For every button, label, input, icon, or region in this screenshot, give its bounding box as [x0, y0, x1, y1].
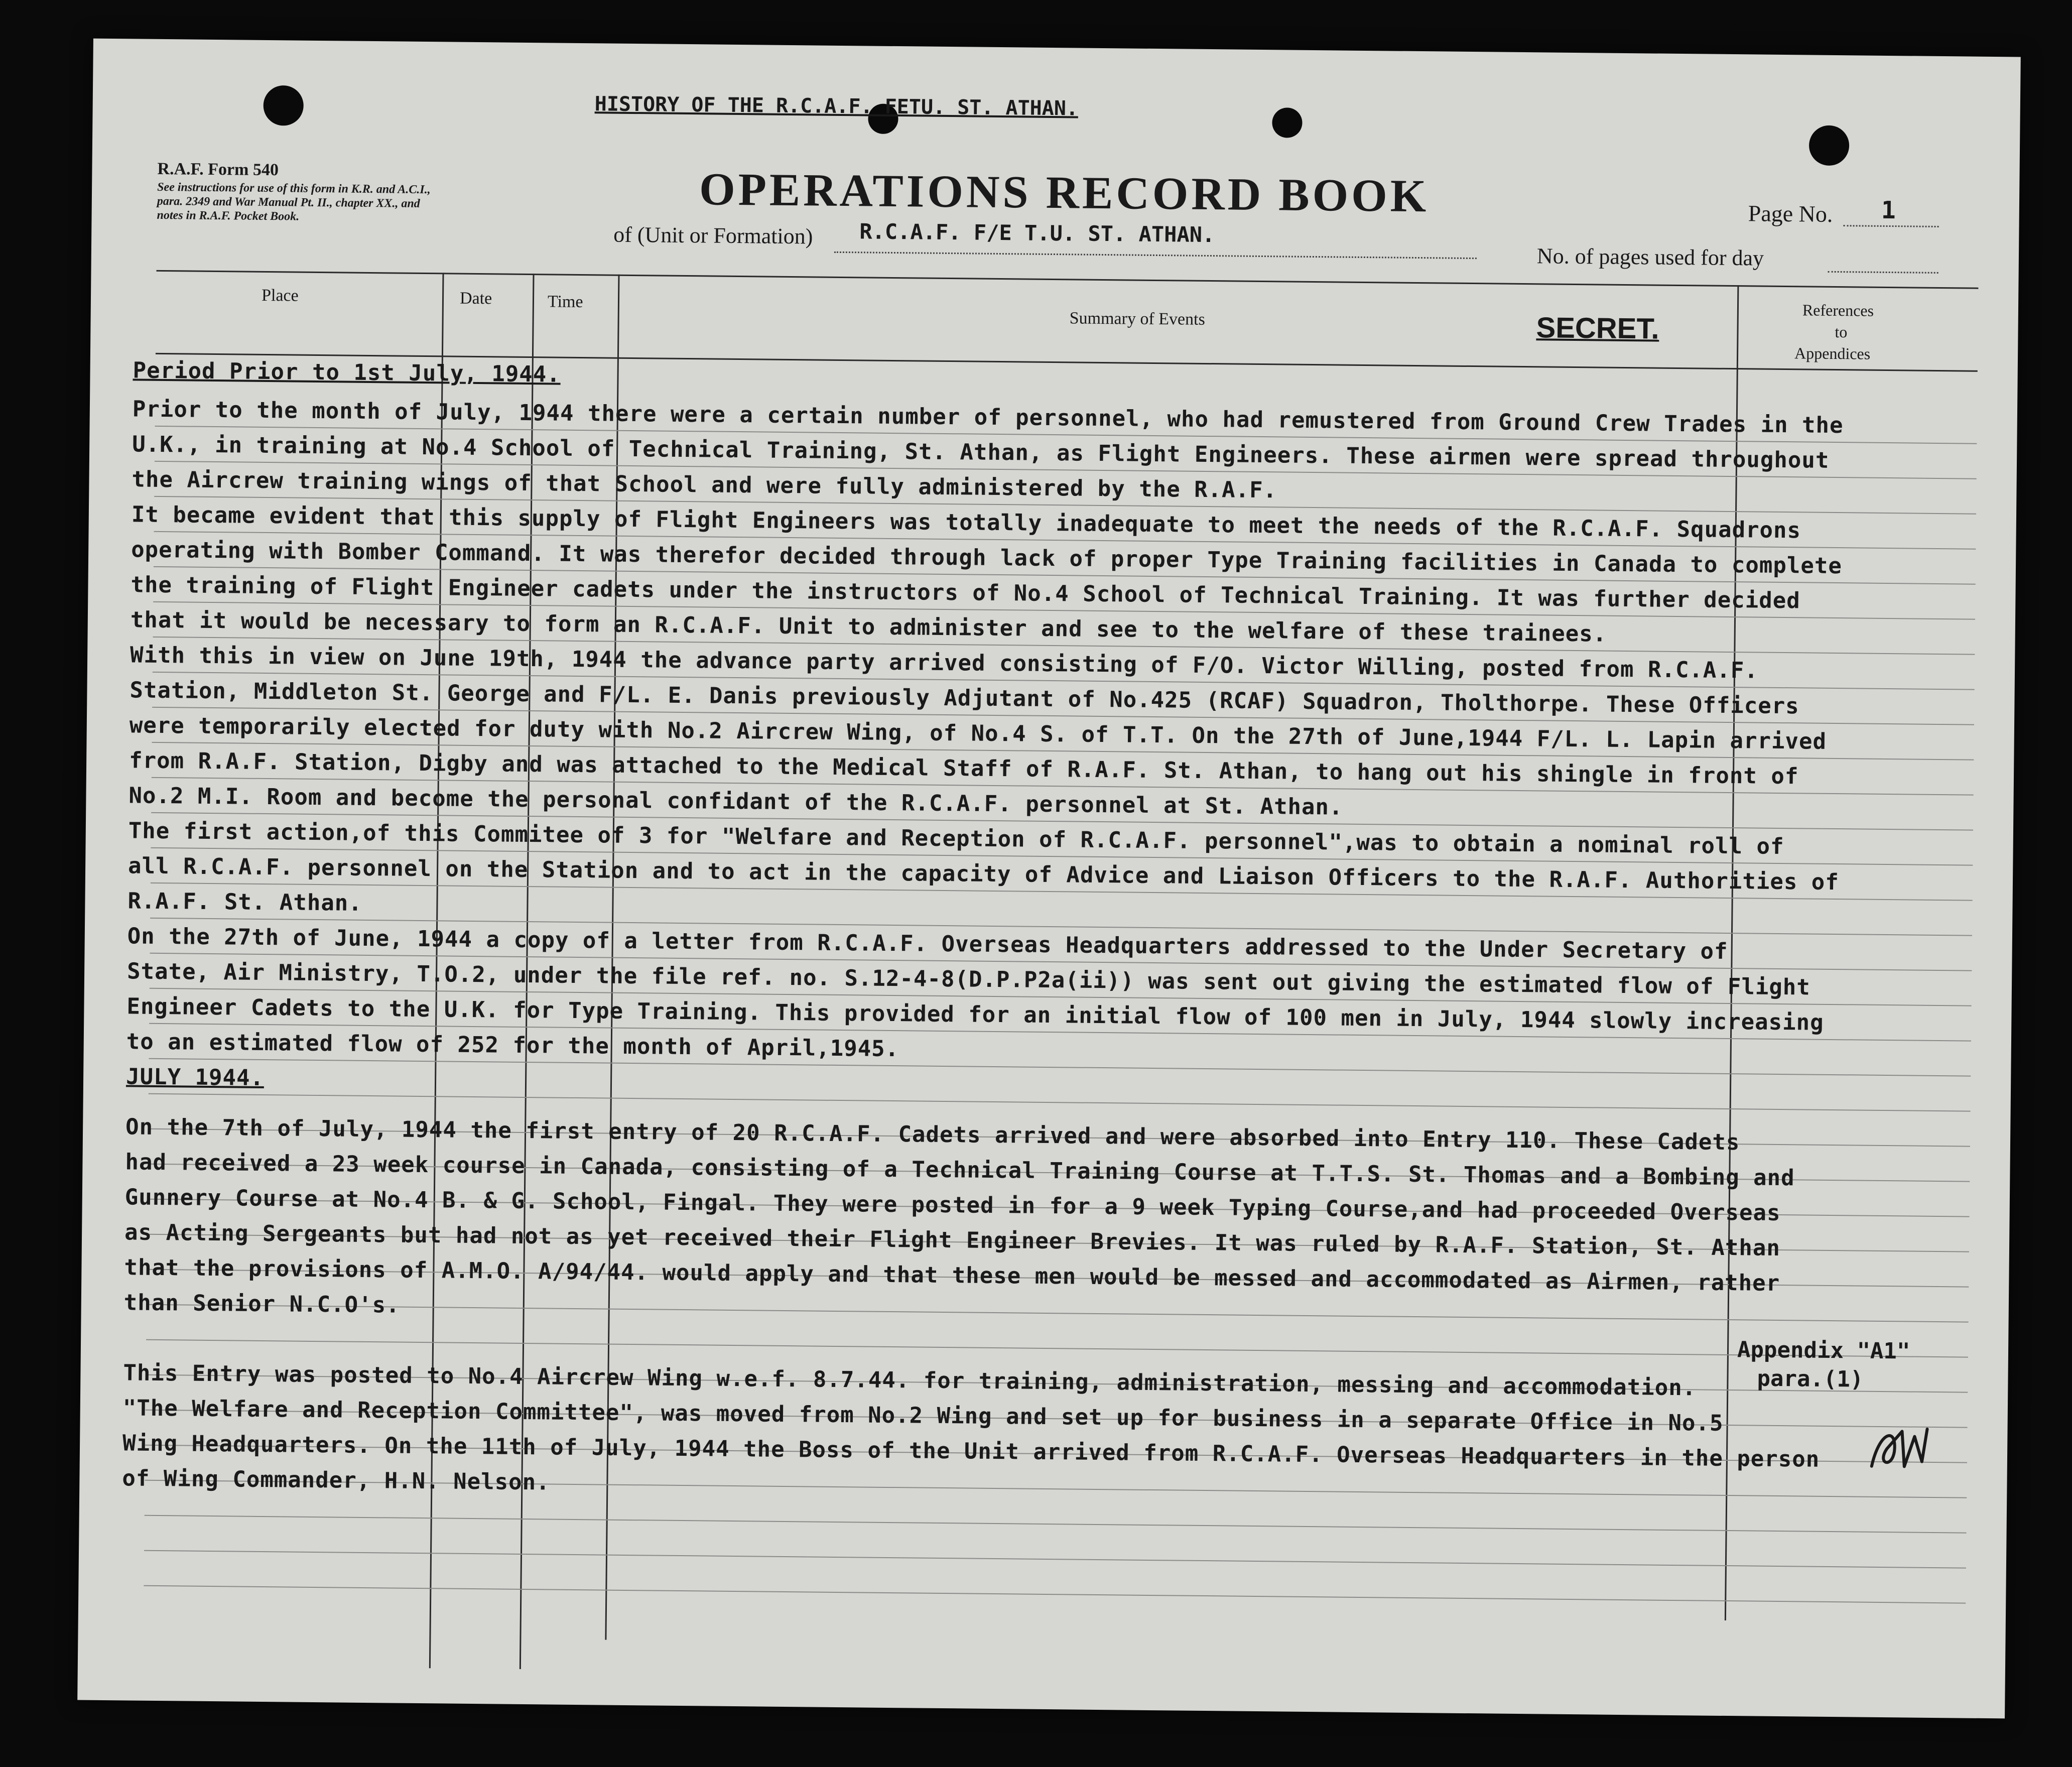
handwritten-initials — [1867, 1421, 1932, 1477]
entry-line: This Entry was posted to No.4 Aircrew Wing w.e.f. 8.7.44. for training, administration, messing and accommodation. — [123, 1360, 1697, 1401]
column-header-references-2: to — [1835, 322, 1848, 341]
column-header-references-1: References — [1802, 301, 1874, 320]
entry-line: State, Air Ministry, T.O.2, under the file ref. no. S.12-4-8(D.P.P2a(ii)) was sent out giving the estimated flow of Flight — [126, 958, 1811, 1000]
ruled-line — [147, 1304, 1969, 1323]
ruled-line — [144, 1550, 1966, 1569]
form-number: R.A.F. Form 540 — [157, 159, 279, 180]
appendix-reference: Appendix "A1" — [1737, 1337, 1910, 1364]
entry-line: that the provisions of A.M.O. A/94/44. would apply and that these men would be messed and accommodated as Airmen, rather — [124, 1254, 1780, 1297]
page-number-label: Page No. — [1748, 200, 1833, 227]
entry-line: the training of Flight Engineer cadets under the instructors of No.4 School of Technical Training. It was further decided — [131, 572, 1800, 614]
entry-line: It became evident that this supply of Flight Engineers was totally inadequate to meet the needs of the R.C.A.F. Squadrons — [131, 501, 1801, 544]
entry-line: operating with Bomber Command. It was therefor decided through lack of proper Type Training facilities in Canada to complete — [131, 537, 1843, 579]
ruled-line — [145, 1515, 1967, 1534]
table-top-rule — [157, 270, 1979, 289]
entry-line: as Acting Sergeants but had not as yet received their Flight Engineer Brevies. It was ruled by R.A.F. Station, St. Athan — [124, 1219, 1781, 1261]
ruled-line — [146, 1339, 1968, 1358]
page-number-value: 1 — [1881, 196, 1896, 225]
ruled-line — [149, 1093, 1971, 1112]
entry-line: to an estimated flow of 252 for the month of April,1945. — [126, 1029, 899, 1062]
section-heading: JULY 1944. — [125, 1064, 265, 1091]
punch-hole — [1272, 107, 1303, 138]
form-instructions-3: notes in R.A.F. Pocket Book. — [157, 208, 300, 223]
page-number-rule — [1844, 225, 1939, 227]
ruled-lines — [93, 39, 2021, 57]
entry-line: No.2 M.I. Room and become the personal confidant of the R.C.A.F. personnel at St. Athan. — [128, 783, 1343, 820]
entry-line: Gunnery Course at No.4 B. & G. School, Fingal. They were posted in for a 9 week Typing Course,and had proceeded Overseas — [124, 1184, 1781, 1226]
unit-label: of (Unit or Formation) — [613, 222, 813, 249]
record-page — [77, 39, 2021, 1719]
punch-hole — [263, 85, 304, 126]
unit-rule — [834, 251, 1477, 259]
entry-line: Wing Headquarters. On the 11th of July, 1944 the Boss of the Unit arrived from R.C.A.F. Overseas Headquarters in the person — [122, 1430, 1820, 1472]
entry-line: Engineer Cadets to the U.K. for Type Training. This provided for an initial flow of 100 men in July, 1944 slowly increasing — [126, 993, 1824, 1036]
pages-used-label: No. of pages used for day — [1536, 243, 1764, 271]
unit-value: R.C.A.F. F/E T.U. ST. ATHAN. — [859, 219, 1215, 247]
entry-line: On the 7th of July, 1944 the first entry of 20 R.C.A.F. Cadets arrived and were absorbed into Entry 110. These Cadets — [125, 1114, 1740, 1156]
entry-line: Station, Middleton St. George and F/L. E. Danis previously Adjutant of No.425 (RCAF) Squadron, Tholthorpe. These Officers — [130, 677, 1799, 719]
column-header-date: Date — [459, 289, 492, 308]
column-header-references-3: Appendices — [1794, 344, 1871, 363]
entry-line: of Wing Commander, H.N. Nelson. — [122, 1465, 550, 1495]
column-header-place: Place — [261, 286, 299, 305]
column-header-time: Time — [547, 292, 583, 312]
ruled-line — [144, 1585, 1966, 1604]
form-instructions-2: para. 2349 and War Manual Pt. II., chapter XX., and — [157, 194, 420, 210]
appendix-paragraph: para.(1) — [1757, 1365, 1864, 1393]
entry-line: The first action,of this Commitee of 3 for "Welfare and Reception of R.C.A.F. personnel",was to obtain a nominal roll of — [128, 818, 1784, 860]
history-title: HISTORY OF THE R.C.A.F. FETU. ST. ATHAN. — [594, 92, 1079, 120]
section-heading: Period Prior to 1st July, 1944. — [133, 357, 561, 388]
punch-hole — [1809, 125, 1850, 166]
entry-line: "The Welfare and Reception Committee", was moved from No.2 Wing and set up for business in a separate Office in No.5 — [122, 1395, 1724, 1436]
entry-line: With this in view on June 19th, 1944 the advance party arrived consisting of F/O. Victor Willing, posted from R.C.A.F. — [130, 642, 1759, 684]
form-instructions-1: See instructions for use of this form in K.R. and A.C.I., — [157, 180, 431, 197]
entry-line: had received a 23 week course in Canada, consisting of a Technical Training Course at T.T.S. St. Thomas and a Bombing and — [125, 1149, 1795, 1191]
page-title: OPERATIONS RECORD BOOK — [699, 163, 1430, 222]
entry-line: the Aircrew training wings of that School and were fully administered by the R.A.F. — [132, 466, 1277, 503]
pages-used-rule — [1828, 271, 1938, 274]
ruled-line — [149, 1058, 1971, 1077]
column-header-summary: Summary of Events — [1069, 309, 1205, 329]
entry-line: R.A.F. St. Athan. — [127, 888, 363, 916]
entry-line: all R.C.A.F. personnel on the Station and to act in the capacity of Advice and Liaison Officers to the R.A.F. Authorities of — [127, 853, 1840, 896]
security-stamp: SECRET. — [1536, 311, 1659, 345]
entry-line: On the 27th of June, 1944 a copy of a letter from R.C.A.F. Overseas Headquarters addressed to the Under Secretary of — [127, 923, 1728, 964]
entry-line: that it would be necessary to form an R.C.A.F. Unit to administer and see to the welfare of these trainees. — [130, 607, 1607, 647]
entry-line: Prior to the month of July, 1944 there were a certain number of personnel, who had remustered from Ground Crew Trades in the — [132, 396, 1844, 439]
entry-line: than Senior N.C.O's. — [123, 1290, 400, 1318]
entry-line: U.K., in training at No.4 School of Technical Training, St. Athan, as Flight Engineers. These airmen were spread throughout — [132, 431, 1830, 473]
entry-line: were temporarily elected for duty with No.2 Aircrew Wing, of No.4 S. of T.T. On the 27th of June,1944 F/L. L. Lapin arrived — [129, 712, 1827, 754]
entry-line: from R.A.F. Station, Digby and was attached to the Medical Staff of R.A.F. St. Athan, to hang out his shingle in front of — [128, 747, 1799, 790]
